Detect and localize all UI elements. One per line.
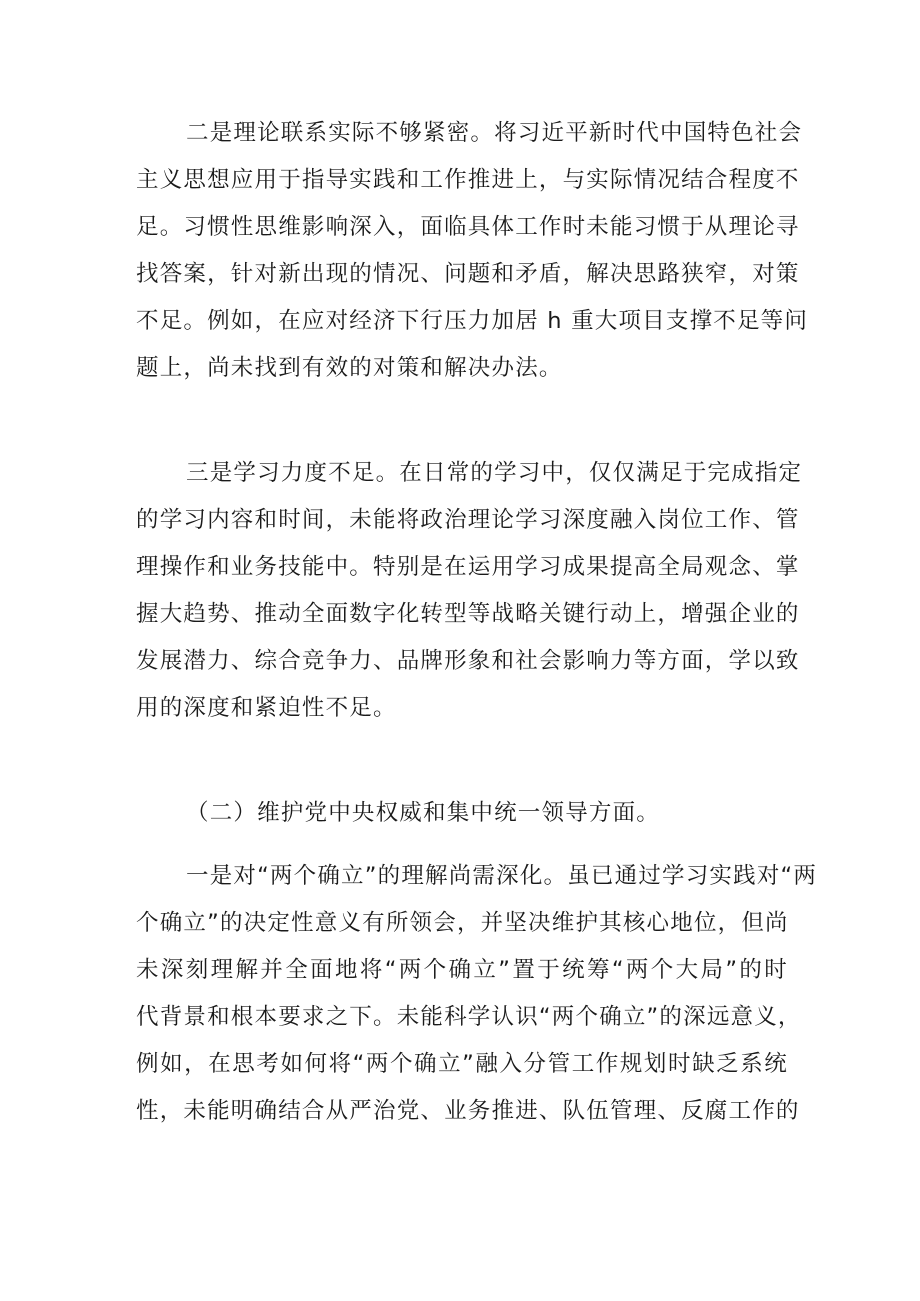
text-line: 足。习惯性思维影响深入，面临具体工作时未能习惯于从理论寻 <box>136 214 800 240</box>
text-line: 例如，在思考如何将“两个确立”融入分管工作规划时缺乏系统 <box>136 1051 788 1077</box>
text-line: 发展潜力、综合竞争力、品牌形象和社会影响力等方面，学以致 <box>136 648 800 674</box>
paragraph-two-establishments <box>136 853 818 1135</box>
text-line: 理操作和业务技能中。特别是在运用学习成果提高全局观念、掌 <box>136 554 800 580</box>
text-line: 一是对“两个确立”的理解尚需深化。虽已通过学习实践对“两 <box>186 863 818 889</box>
text-line: 握大趋势、推动全面数字化转型等战略关键行动上，增强企业的 <box>136 601 800 627</box>
text-line: 代背景和根本要求之下。未能科学认识“两个确立”的深远意义， <box>136 1004 802 1030</box>
text-line: 主义思想应用于指导实践和工作推进上，与实际情况结合程度不 <box>136 167 800 193</box>
text-line: 个确立”的决定性意义有所领会，并坚决维护其核心地位，但尚 <box>136 910 789 936</box>
text-line: 性，未能明确结合从严治党、业务推进、队伍管理、反腐工作的 <box>136 1098 800 1124</box>
text-line: 找答案，针对新出现的情况、问题和矛盾，解决思路狭窄，对策 <box>136 261 800 287</box>
section-heading: （二）维护党中央权威和集中统一领导方面。 <box>186 800 661 826</box>
text-line: 题上，尚未找到有效的对策和解决办法。 <box>136 355 563 381</box>
text-line: 未深刻理解并全面地将“两个确立”置于统筹“两个大局”的时 <box>136 957 788 983</box>
text-line: 不足。例如，在应对经济下行压力加居 h 重大项目支撑不足等问 <box>136 308 809 334</box>
text-line: 三是学习力度不足。在日常的学习中，仅仅满足于完成指定 <box>186 460 803 486</box>
paragraph-learning-intensity <box>136 450 803 732</box>
paragraph-theory-practice <box>136 110 809 392</box>
text-line: 用的深度和紧迫性不足。 <box>136 695 397 721</box>
text-line: 的学习内容和时间，未能将政治理论学习深度融入岗位工作、管 <box>136 507 800 533</box>
text-line: 二是理论联系实际不够紧密。将习近平新时代中国特色社会 <box>186 120 803 146</box>
